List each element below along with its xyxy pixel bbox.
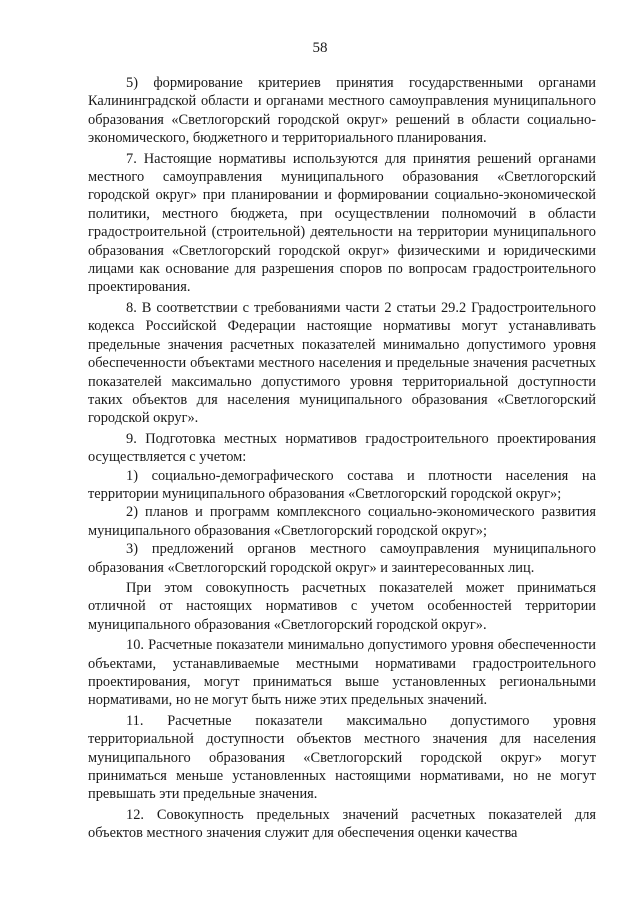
paragraph-9-item-2: 2) планов и программ комплексного социально-экономического развития муниципального образования «Светлогорский городской округ»; [88,504,596,539]
paragraph-8: 8. В соответствии с требованиями части 2 статьи 29.2 Градостроительного кодекса Российской Федерации настоящие нормативы могут устанавливать предельные значения расчетных показателей минимально допустимого уровня обеспеченности объектами местного населения и предельные значения расчетных показателей максимально допустимого уровня территориальной доступности таких объектов для населения муниципального образования «Светлогорский городской округ». [88,299,596,427]
paragraph-11: 11. Расчетные показатели максимально допустимого уровня территориальной доступности объектов местного значения для населения муниципального образования «Светлогорский городской округ» могут приниматься меньше установленных настоящими нормативами, но не могут превышать эти предельные значения. [88,712,596,803]
paragraph-5: 5) формирование критериев принятия государственными органами Калининградской области и органами местного самоуправления муниципального образования «Светлогорский городской округ» решений в области социально-экономического, бюджетного и территориального планирования. [88,75,596,147]
paragraph-7: 7. Настоящие нормативы используются для принятия решений органами местного самоуправления муниципального образования «Светлогорский городской округ» при планировании и формировании социально-экономической политики, местного бюджета, при осуществлении полномочий в области градостроительной (строительной) деятельности на территории муниципального образования «Светлогорский городской округ» физическими и юридическими лицами как основание для разрешения споров по вопросам градостроительного проектирования. [88,150,596,296]
paragraph-9-item-1: 1) социально-демографического состава и плотности населения на территории муниципального образования «Светлогорский городской округ»; [88,467,596,502]
paragraph-9-item-3: 3) предложений органов местного самоуправления муниципального образования «Светлогорский городской округ» и заинтересованных лиц. [88,541,596,576]
paragraph-9: 9. Подготовка местных нормативов градостроительного проектирования осуществляется с учетом: [88,430,596,466]
document-body [88,74,596,843]
page-number: 58 [312,40,328,56]
paragraph-10: 10. Расчетные показатели минимально допустимого уровня обеспеченности объектами, устанавливаемые местными нормативами градостроительного проектирования, могут приниматься выше установленных региональными нормативами, но не могут быть ниже этих предельных значений. [88,637,596,709]
paragraph-note: При этом совокупность расчетных показателей может приниматься отличной от настоящих нормативов с учетом особенностей территории муниципального образования «Светлогорский городской округ». [88,579,596,633]
paragraph-12: 12. Совокупность предельных значений расчетных показателей для объектов местного значения служит для обеспечения оценки качества [88,806,596,842]
